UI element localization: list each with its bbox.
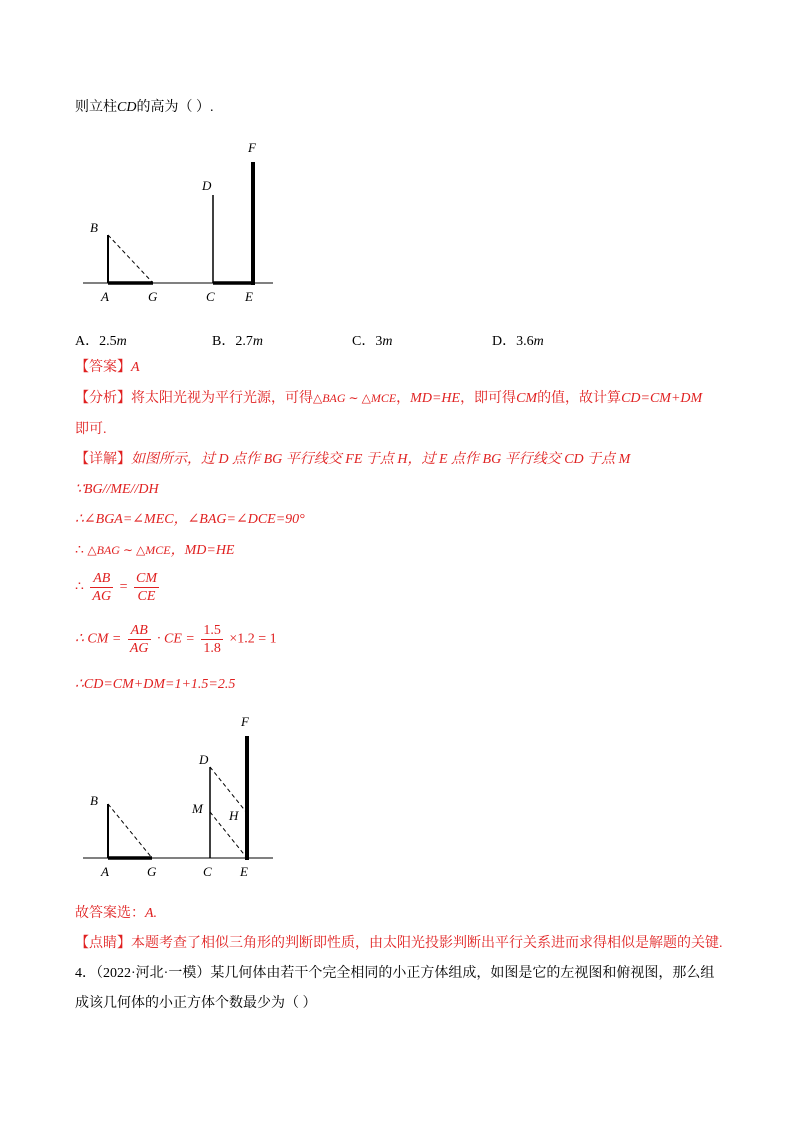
answer-line bbox=[75, 358, 140, 378]
step-angles: ∴∠BGA=∠MEC，∠BAG=∠DCE=90° bbox=[75, 512, 305, 527]
figure-2 bbox=[78, 712, 278, 892]
option-value: 2.7 bbox=[235, 334, 253, 349]
label-d: D bbox=[199, 752, 209, 767]
label-a: A bbox=[101, 864, 109, 879]
ray-bg bbox=[108, 235, 153, 283]
analysis-text: 将太阳光视为平行光源，可得 bbox=[131, 391, 313, 406]
label-m: M bbox=[192, 801, 203, 816]
step-result: ∴CD=CM+DM=1+1.5=2.5 bbox=[75, 677, 236, 692]
ray-bg bbox=[108, 804, 152, 858]
denominator: AG bbox=[129, 641, 149, 656]
equation-md-he: MD=HE bbox=[410, 391, 461, 406]
option-value: 3.6 bbox=[516, 334, 534, 349]
denominator: CE bbox=[137, 589, 156, 604]
comment-tag: 【点睛】 bbox=[75, 936, 131, 951]
question-text: 则立柱 bbox=[75, 100, 117, 115]
label-b: B bbox=[90, 793, 98, 808]
step-similar bbox=[75, 540, 234, 561]
ray-dh bbox=[210, 767, 247, 813]
conclusion-line bbox=[75, 904, 157, 924]
option-c[interactable] bbox=[352, 330, 392, 350]
label-d: D bbox=[202, 178, 212, 193]
question-var: CD bbox=[117, 100, 137, 115]
option-b[interactable] bbox=[212, 330, 263, 350]
label-c: C bbox=[203, 864, 212, 879]
analysis-comma: ， bbox=[396, 391, 411, 406]
question-text-end: 的高为（ ）. bbox=[136, 100, 214, 115]
analysis-text: 的值，故计算 bbox=[537, 391, 622, 406]
numerator: AB bbox=[128, 622, 151, 640]
label-g: G bbox=[147, 864, 157, 879]
var-cm: CM bbox=[516, 391, 538, 406]
conclusion-text: 故答案选： bbox=[75, 906, 145, 921]
figure-1 bbox=[78, 135, 278, 315]
option-a[interactable] bbox=[75, 330, 127, 350]
label-g: G bbox=[148, 289, 158, 304]
analysis-text: ，即可得 bbox=[460, 391, 517, 406]
label-e: E bbox=[240, 864, 248, 879]
step-parallel: ∵BG//ME//DH bbox=[75, 482, 159, 497]
equation-md-he: ，MD=HE bbox=[170, 543, 235, 558]
detail-tag: 【详解】 bbox=[75, 452, 131, 467]
cm-equals: ∴ CM = bbox=[75, 631, 122, 647]
similar-triangles: △BAG ∼ △MCE bbox=[313, 391, 397, 405]
option-unit: m bbox=[382, 334, 393, 349]
comment-text: 本题考查了相似三角形的判断即性质，由太阳光投影判断出平行关系进而求得相似是解题的关键. bbox=[131, 936, 723, 951]
label-b: B bbox=[90, 220, 98, 235]
analysis-line bbox=[75, 388, 702, 409]
result-one: ×1.2 = 1 bbox=[229, 631, 277, 647]
option-key: D． bbox=[492, 334, 517, 349]
numerator: CM bbox=[136, 571, 157, 586]
option-d[interactable] bbox=[492, 330, 544, 350]
detail-text: 如图所示，过 D 点作 BG 平行线交 FE 于点 H，过 E 点作 BG 平行线交 CD 于点 M bbox=[131, 452, 631, 467]
denominator: AG bbox=[92, 589, 112, 604]
fraction-cm-ce bbox=[134, 570, 159, 605]
option-unit: m bbox=[533, 334, 544, 349]
option-key: B． bbox=[212, 334, 236, 349]
option-unit: m bbox=[252, 334, 263, 349]
equation-cd: CD=CM+DM bbox=[621, 391, 703, 406]
fraction-ab-ag bbox=[128, 622, 151, 657]
label-f: F bbox=[248, 140, 256, 155]
option-value: 2.5 bbox=[99, 334, 117, 349]
equals-sign: = bbox=[119, 579, 128, 595]
option-value: 3 bbox=[375, 334, 383, 349]
option-key: C． bbox=[352, 334, 376, 349]
times-ce: · CE = bbox=[157, 631, 195, 647]
conclusion-value: A. bbox=[145, 906, 158, 921]
question-tail bbox=[75, 98, 213, 118]
numerator: AB bbox=[90, 570, 113, 588]
step-ratio bbox=[75, 570, 162, 605]
therefore-symbol: ∴ bbox=[75, 579, 88, 595]
denominator: 1.8 bbox=[203, 641, 221, 656]
option-unit: m bbox=[116, 334, 127, 349]
similar-triangles: △BAG ∼ △MCE bbox=[87, 543, 171, 557]
analysis-line-2: 即可. bbox=[75, 422, 107, 437]
label-e: E bbox=[245, 289, 253, 304]
step-compute-cm bbox=[75, 622, 277, 657]
fraction-ab-ag bbox=[90, 570, 113, 605]
label-f: F bbox=[241, 714, 249, 729]
comment-line bbox=[75, 934, 723, 954]
answer-value: A bbox=[131, 360, 140, 375]
therefore-symbol: ∴ bbox=[75, 543, 88, 558]
label-a: A bbox=[101, 289, 109, 304]
label-h: H bbox=[229, 808, 239, 823]
label-c: C bbox=[206, 289, 215, 304]
fraction-values bbox=[201, 622, 223, 657]
option-key: A． bbox=[75, 334, 100, 349]
detail-line bbox=[75, 450, 630, 470]
analysis-tag: 【分析】 bbox=[75, 391, 131, 406]
answer-tag: 【答案】 bbox=[75, 360, 131, 375]
question-4-line-2: 成该几何体的小正方体个数最少为（ ） bbox=[75, 996, 317, 1011]
numerator: 1.5 bbox=[203, 623, 221, 638]
question-4-line-1: 4．（2022·河北·一模）某几何体由若干个完全相同的小正方体组成，如图是它的左视图和俯视图，那么组 bbox=[75, 966, 715, 981]
